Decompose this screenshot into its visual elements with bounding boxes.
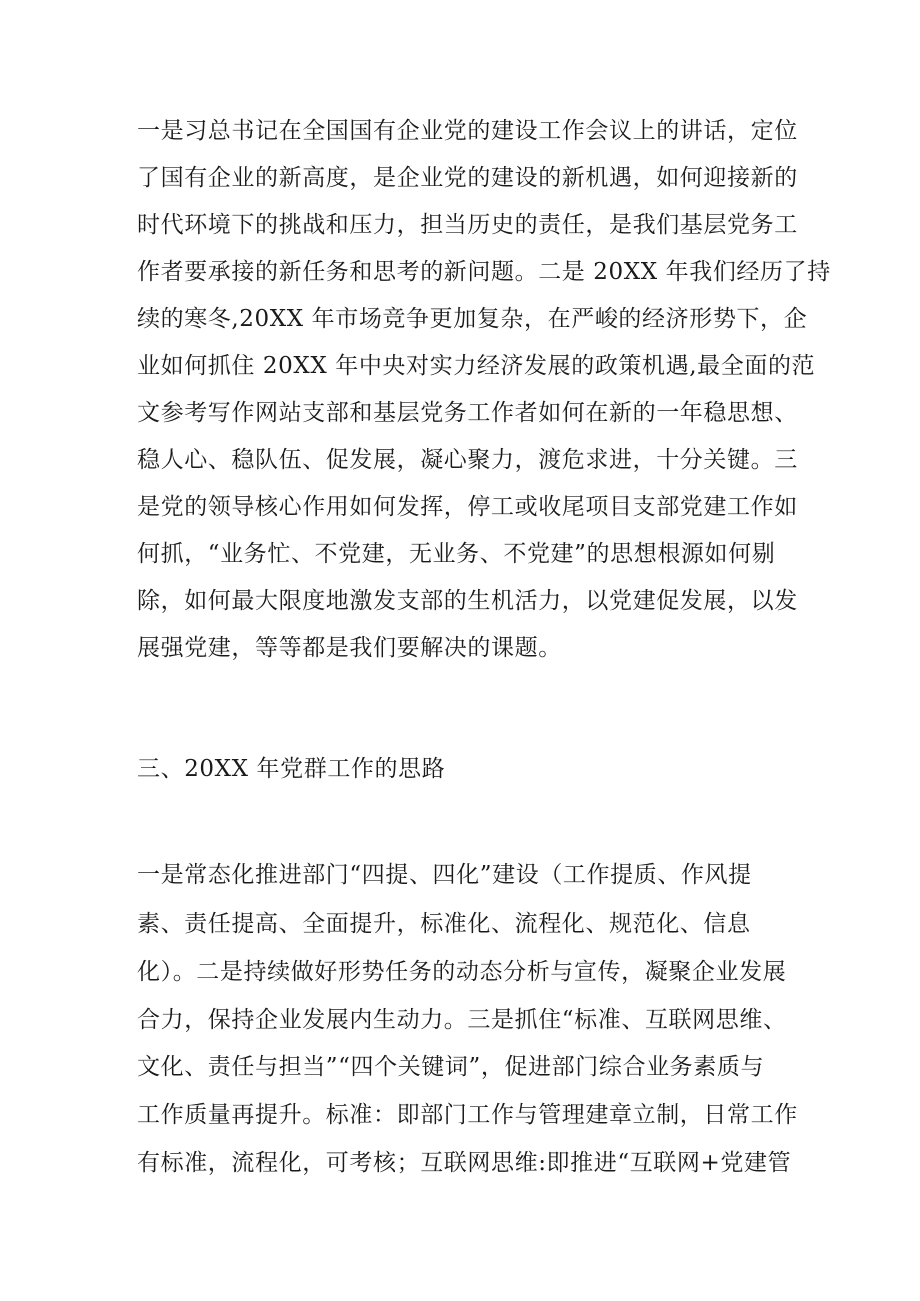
paragraph-1-line-3: 时代环境下的挑战和压力，担当历史的责任，是我们基层党务工 [137, 212, 798, 238]
paragraph-1-line-7: 文参考写作网站支部和基层党务工作者如何在新的一年稳思想、 [137, 400, 798, 426]
paragraph-2-line-6: 工作质量再提升。标准：即部门工作与管理建章立制，日常工作 [137, 1102, 798, 1128]
paragraph-2-line-5: 文化、责任与担当”“四个关键词”，促进部门综合业务素质与 [137, 1054, 765, 1080]
paragraph-1-line-6: 业如何抓住 20XX 年中央对实力经济发展的政策机遇,最全面的范 [137, 353, 816, 379]
paragraph-1-line-12: 展强党建，等等都是我们要解决的课题。 [137, 635, 562, 661]
paragraph-1-line-9: 是党的领导核心作用如何发挥，停工或收尾项目支部党建工作如 [137, 494, 798, 520]
paragraph-1-line-10: 何抓，“业务忙、不党建，无业务、不党建”的思想根源如何剔 [137, 541, 776, 567]
paragraph-1-line-5: 续的寒冬,20XX 年市场竞争更加复杂，在严峻的经济形势下，企 [137, 306, 808, 332]
paragraph-2-line-4: 合力，保持企业发展内生动力。三是抓住“标准、互联网思维、 [137, 1007, 787, 1033]
paragraph-1-line-4: 作者要承接的新任务和思考的新问题。二是 20XX 年我们经历了持 [137, 259, 831, 285]
paragraph-1-line-11: 除，如何最大限度地激发支部的生机活力，以党建促发展，以发 [137, 588, 798, 614]
paragraph-2-line-2: 素、责任提高、全面提升，标准化、流程化、规范化、信息 [137, 911, 751, 937]
paragraph-2-line-1: 一是常态化推进部门“四提、四化”建设（工作提质、作风提 [137, 862, 752, 888]
paragraph-2-line-3: 化）。二是持续做好形势任务的动态分析与宣传，凝聚企业发展 [137, 959, 787, 985]
paragraph-1-line-8: 稳人心、稳队伍、促发展，凝心聚力，渡危求进，十分关键。三 [137, 447, 798, 473]
paragraph-2-line-7: 有标准，流程化，可考核；互联网思维:即推进“互联网+党建管 [137, 1150, 792, 1176]
paragraph-1-line-1: 一是习总书记在全国国有企业党的建设工作会议上的讲话，定位 [137, 118, 798, 144]
section-heading: 三、20XX 年党群工作的思路 [137, 756, 446, 782]
paragraph-1-line-2: 了国有企业的新高度，是企业党的建设的新机遇，如何迎接新的 [137, 165, 798, 191]
